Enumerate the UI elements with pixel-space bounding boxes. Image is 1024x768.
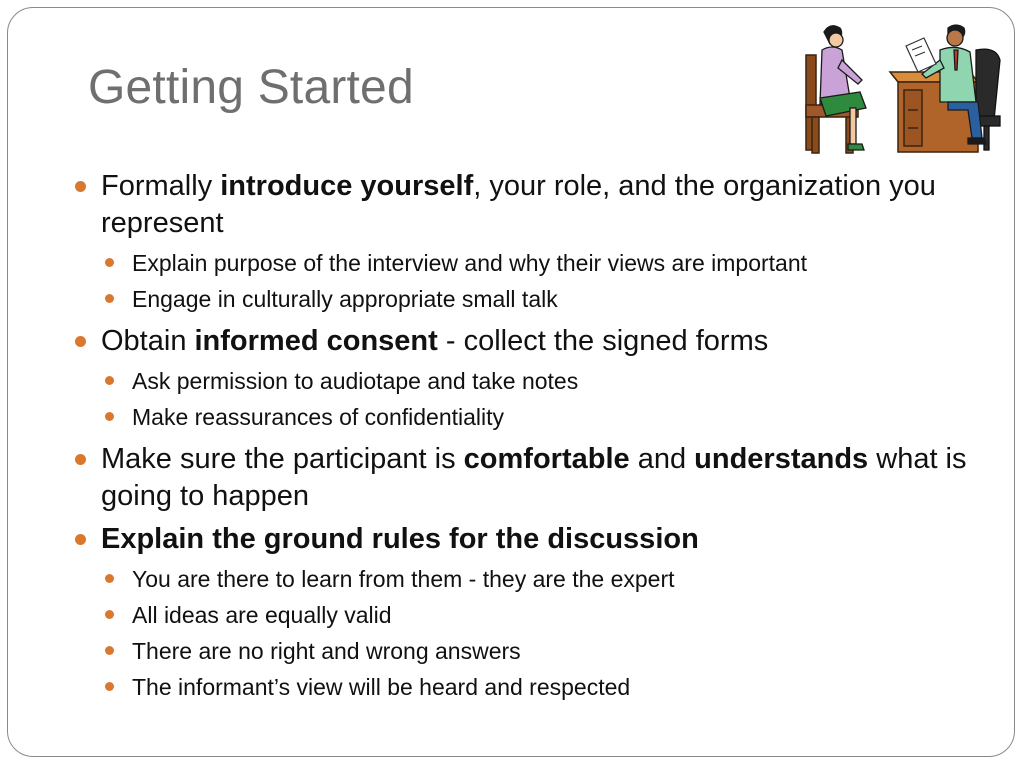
bullet-text-part: , your role, and the organization you represent (101, 170, 936, 239)
bullet-text-bold: understands (694, 443, 869, 475)
bullet-text-part: and (629, 443, 695, 475)
bullet-dot-icon (75, 181, 86, 192)
sub-bullet-item (101, 281, 992, 317)
sub-bullet-text: Ask permission to audiotape and take notes (132, 368, 579, 394)
sub-bullet-item (101, 363, 992, 399)
bullet-text-bold: comfortable (463, 443, 630, 475)
bullet-dot-icon (75, 454, 86, 465)
sub-bullet-item (101, 245, 992, 281)
sub-bullet-text: All ideas are equally valid (132, 602, 392, 628)
woman-figure-icon (820, 26, 866, 150)
sub-bullet-item (101, 561, 992, 597)
bullet-text-bold: Explain the ground rules for the discussion (101, 523, 699, 555)
sub-bullet-text: You are there to learn from them - they are the expert (132, 566, 675, 592)
bullet-text-bold: informed consent (194, 325, 438, 357)
sub-bullet-item (101, 633, 992, 669)
sub-bullet-dot-icon (105, 610, 114, 619)
sub-bullet-text: There are no right and wrong answers (132, 638, 521, 664)
sub-bullet-text: Engage in culturally appropriate small talk (132, 286, 558, 312)
bullet-text-part: what is going to happen (101, 443, 967, 512)
sub-bullet-dot-icon (105, 412, 114, 421)
bullet-text-part: Formally (101, 170, 221, 202)
sub-bullet-dot-icon (105, 376, 114, 385)
sub-bullet-list (101, 561, 992, 705)
bullet-text (101, 443, 967, 512)
sub-bullet-item (101, 597, 992, 633)
sub-bullet-text: Make reassurances of confidentiality (132, 404, 505, 430)
bullet-item (72, 521, 992, 705)
sub-bullet-list (101, 245, 992, 317)
sub-bullet-dot-icon (105, 682, 114, 691)
bullet-text-part: - collect the signed forms (437, 325, 769, 357)
slide-title: Getting Started (88, 61, 414, 114)
bullet-list (72, 168, 992, 711)
bullet-text-part: Obtain (101, 325, 195, 357)
sub-bullet-dot-icon (105, 646, 114, 655)
sub-bullet-item (101, 399, 992, 435)
sub-bullet-list (101, 363, 992, 435)
sub-bullet-dot-icon (105, 258, 114, 267)
bullet-dot-icon (75, 534, 86, 545)
bullet-text-part: Make sure the participant is (101, 443, 464, 475)
sub-bullet-text: Explain purpose of the interview and why their views are important (132, 250, 808, 276)
sub-bullet-dot-icon (105, 294, 114, 303)
sub-bullet-item (101, 669, 992, 705)
interview-clipart-icon (798, 20, 1008, 162)
bullet-item (72, 323, 992, 435)
bullet-text (101, 170, 936, 239)
sub-bullet-text: The informant’s view will be heard and respected (132, 674, 631, 700)
sub-bullet-dot-icon (105, 574, 114, 583)
bullet-item (72, 168, 992, 317)
bullet-dot-icon (75, 336, 86, 347)
bullet-text (101, 523, 699, 555)
bullet-text-bold: introduce yourself (220, 170, 474, 202)
bullet-text (101, 325, 768, 357)
bullet-item (72, 441, 992, 515)
